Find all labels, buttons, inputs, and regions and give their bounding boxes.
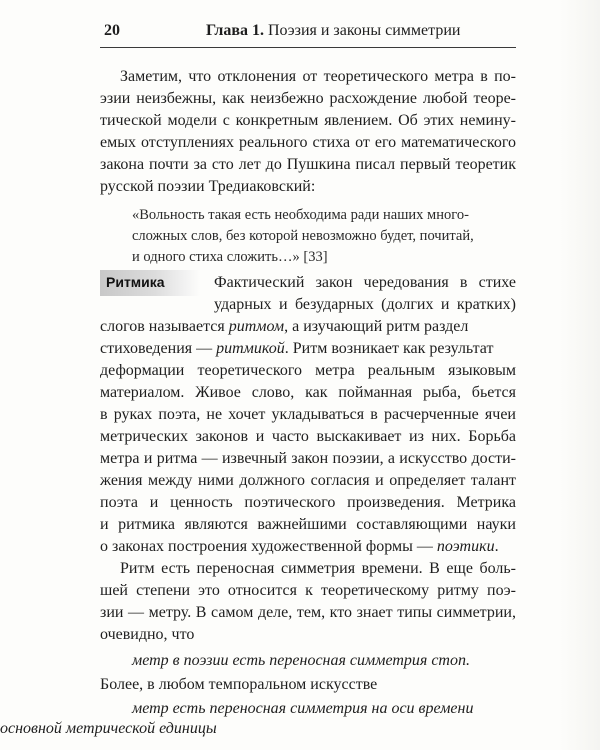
quote-line: сложных слов, без которой невозможно будет, почитай, <box>132 228 474 244</box>
text-line: метрических законов и часто выскакивает из них. Борьба <box>100 428 516 445</box>
statement-line: метр в поэзии есть переносная симметрия стоп. <box>132 652 470 669</box>
margin-label <box>100 270 200 296</box>
text-line: Более, в любом темпоральном искусстве <box>100 676 378 693</box>
text-run: стиховедения — <box>100 340 217 357</box>
text-line: Ритм есть переносная симметрия времени. В еще боль- <box>120 560 516 577</box>
text-run: о законах построения художественной формы — <box>100 538 437 555</box>
term-poetics: поэтики <box>436 538 495 555</box>
running-head <box>104 22 514 44</box>
text-line: русской поэзии Тредиаковский: <box>100 178 316 195</box>
text-run: слогов называется <box>100 318 229 335</box>
quote-line: «Вольность такая есть необходима ради наших много- <box>132 207 469 223</box>
text-line: Фактический закон чередования в стихе <box>214 274 516 291</box>
text-line: тической модели с конкретным явлением. Об этих немину- <box>100 112 516 129</box>
text-line: деформации теоретического метра реальным языковым <box>100 362 516 379</box>
statement-line: основной метрической единицы <box>0 720 217 737</box>
text-line: поэта и ценность поэтического произведения. Метрика <box>100 494 516 511</box>
quote-line: и одного стиха сложить…» [33] <box>132 249 328 265</box>
term-rhythmics: ритмикой <box>216 340 285 357</box>
text-line: жения между ними должного согласия и определяет талант <box>100 472 516 489</box>
text-line: эзии неизбежны, как неизбежно расхождение любой теоре- <box>100 90 516 107</box>
text-line: емых отступлениях реального стиха от его математического <box>100 134 516 151</box>
text-run: . Ритм возникает как результат <box>284 340 494 357</box>
text-line: ударных и безударных (долгих и кратких) <box>214 296 516 313</box>
page-edge-shading <box>560 0 600 750</box>
text-line: закона почти за сто лет до Пушкина писал первый теоретик <box>100 156 516 173</box>
term-rhythm: ритмом <box>228 318 285 335</box>
text-run: , а изучающий ритм раздел <box>284 318 469 335</box>
chapter-title <box>206 22 460 40</box>
text-line <box>100 338 493 360</box>
text-run: . <box>494 538 499 555</box>
chapter-label: Глава 1. <box>206 22 264 39</box>
text-line: и ритмика являются важнейшими составляющими науки <box>100 516 516 533</box>
text-line: метра и ритма — извечный закон поэзии, а искусство дости- <box>100 450 516 467</box>
statement-line: метр есть переносная симметрия на оси времени <box>132 700 474 717</box>
text-line: очевидно, что <box>100 626 195 643</box>
text-line <box>100 316 468 338</box>
text-line: материалом. Живое слово, как пойманная рыба, бьется <box>100 384 516 401</box>
text-line: шей степени это относится к теоретическому ритму поэ- <box>100 582 516 599</box>
text-line: в руках поэта, не хочет укладываться в расчерченные ячеи <box>100 406 516 423</box>
text-line <box>100 536 499 558</box>
chapter-name: Поэзия и законы симметрии <box>268 22 461 39</box>
page-number: 20 <box>104 22 120 39</box>
text-line: зии — метру. В самом деле, тем, кто знает типы симметрии, <box>100 604 516 621</box>
margin-label-text: Ритмика <box>106 274 165 290</box>
text-line: Заметим, что отклонения от теоретического метра в по- <box>120 68 516 85</box>
header-rule <box>100 47 516 48</box>
